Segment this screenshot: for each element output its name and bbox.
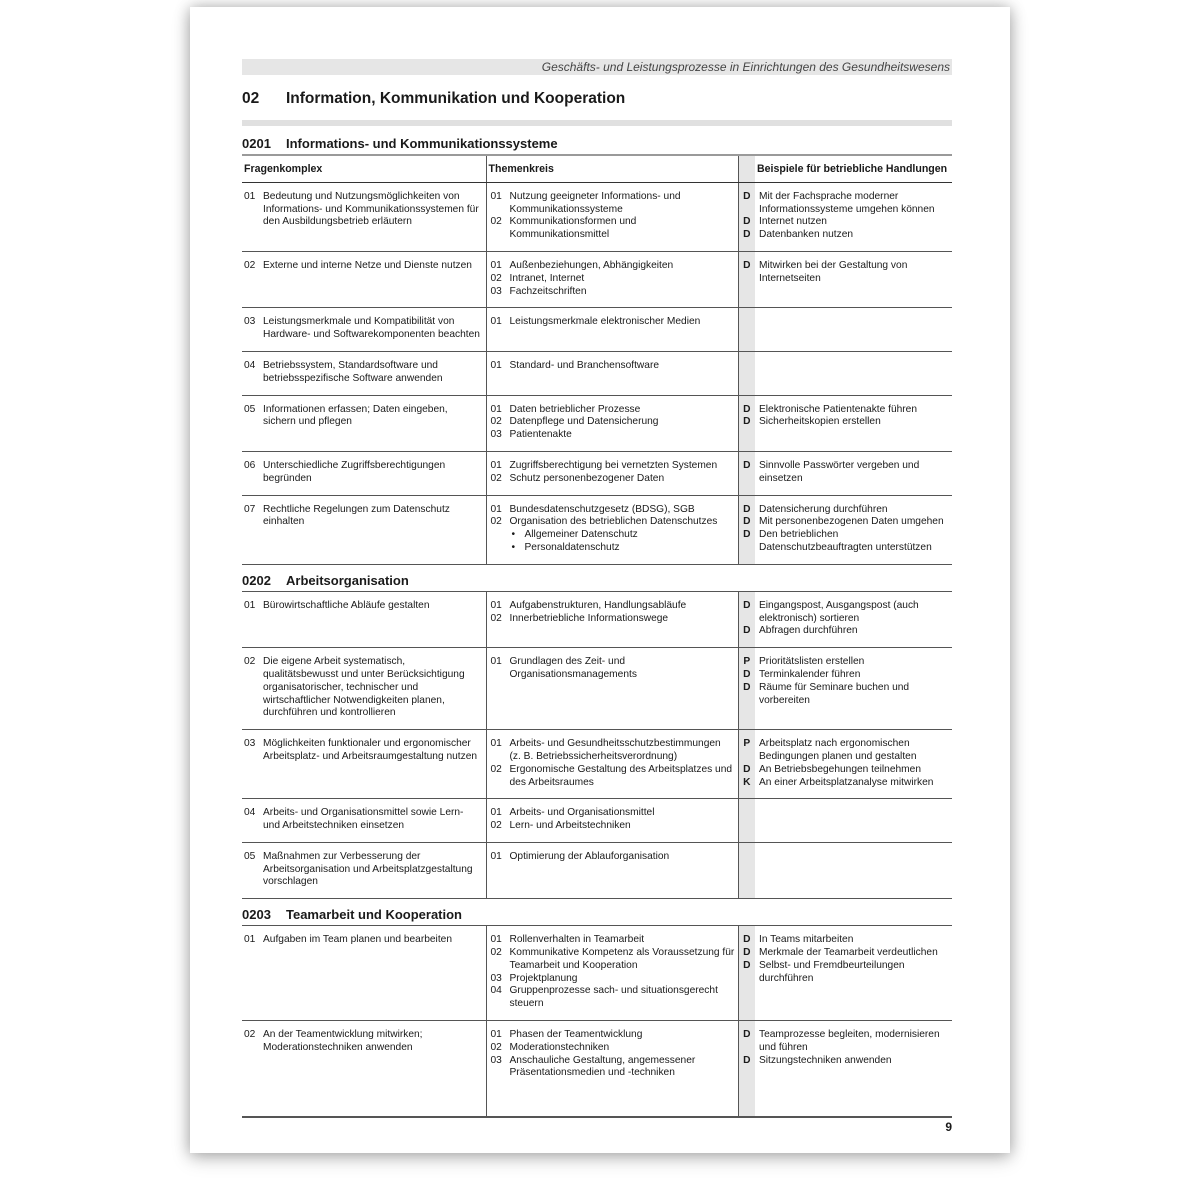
beispiel-item: Datenbanken nutzen [759, 229, 854, 241]
topic-text: Optimierung der Ablauforganisation [509, 850, 670, 862]
fragenkomplex-item [244, 260, 483, 273]
fragenkomplex-item [244, 600, 483, 613]
document-page [190, 7, 1010, 1153]
fragenkomplex-item [244, 460, 483, 486]
topic-text: Rollenverhalten in Teamarbeit [509, 934, 645, 946]
themenkreis-item [491, 360, 735, 373]
topic-text: Aufgabenstrukturen, Handlungsabläufe [509, 599, 687, 611]
fragenkomplex-item [244, 360, 483, 386]
beispiele-cell [755, 842, 952, 898]
beispiel-item: Elektronische Patientenakte führen [759, 403, 918, 415]
item-text: Maßnahmen zur Verbesserung der Arbeitsorganisation und Arbeitsplatzgestaltung vorschlagen [263, 850, 473, 888]
topic-text: Standard- und Branchensoftware [509, 359, 660, 371]
beispiele-cell [755, 730, 952, 799]
item-number: 03 [244, 316, 256, 328]
fragenkomplex-cell [242, 1021, 486, 1117]
beispiel-item: Datensicherung durchführen [759, 503, 888, 515]
topic-number: 02 [490, 820, 502, 832]
themenkreis-cell [486, 395, 738, 451]
fragenkomplex-item [244, 1029, 483, 1055]
fragenkomplex-item [244, 934, 483, 947]
beispiel-item: An einer Arbeitsplatzanalyse mitwirken [759, 776, 934, 788]
beispiel-item: Arbeitsplatz nach ergonomischen Bedingungen planen und gestalten [759, 738, 917, 762]
themenkreis-item [491, 1029, 735, 1042]
topic-number: 02 [490, 272, 502, 284]
bullet-text: Allgemeiner Datenschutz [524, 529, 638, 541]
item-number: 04 [244, 807, 256, 819]
section-heading [242, 134, 952, 154]
competence-code: D [743, 516, 751, 528]
fragenkomplex-cell [242, 495, 486, 564]
curriculum-table [242, 154, 952, 565]
themenkreis-item [491, 504, 735, 517]
topic-number: 03 [490, 285, 502, 297]
section-title: Teamarbeit und Kooperation [286, 907, 462, 923]
item-number: 02 [244, 1029, 256, 1041]
competence-code: D [743, 599, 751, 611]
section-heading [242, 571, 952, 591]
themenkreis-cell [486, 182, 738, 251]
page-number: 9 [945, 1120, 952, 1135]
topic-number: 03 [490, 1054, 502, 1066]
topic-text: Kommunikative Kompetenz als Voraussetzung für Teamarbeit und Kooperation [509, 947, 735, 971]
fragenkomplex-cell [242, 926, 486, 1021]
topic-number: 03 [490, 429, 502, 441]
themenkreis-cell [486, 730, 738, 799]
beispiel-item: Räume für Seminare buchen und vorbereiten [759, 681, 910, 706]
topic-text: Arbeits- und Organisationsmittel [509, 807, 655, 819]
topic-number: 01 [490, 459, 502, 471]
topic-text: Projektplanung [509, 972, 578, 984]
topic-number: 01 [490, 503, 502, 515]
topic-number: 01 [490, 316, 502, 328]
themenkreis-cell [486, 799, 738, 843]
chapter-number: 02 [242, 90, 260, 107]
topic-number: 01 [490, 1029, 502, 1041]
competence-code: D [743, 947, 751, 959]
column-header-beispiele: Beispiele für betriebliche Handlungen [755, 155, 952, 182]
item-number: 01 [244, 190, 256, 202]
beispiel-item: Mit der Fachsprache moderner Informationssysteme umgehen können [759, 190, 935, 215]
themenkreis-cell [486, 926, 738, 1021]
topic-number: 02 [490, 416, 502, 428]
topic-text: Arbeits- und Gesundheitsschutzbestimmungen (z. B. Betriebssicherheitsverordnung) [509, 738, 721, 762]
competence-code: D [743, 459, 751, 471]
beispiel-item: In Teams mitarbeiten [759, 934, 854, 946]
competence-code: D [743, 959, 751, 971]
topic-number: 02 [490, 472, 502, 484]
beispiele-cell [755, 182, 952, 251]
competence-code: D [743, 529, 751, 541]
themenkreis-item [491, 191, 735, 217]
item-number: 06 [244, 459, 256, 471]
code-cell [738, 308, 755, 352]
topic-text: Organisation des betrieblichen Datenschutzes [509, 516, 718, 528]
themenkreis-item [491, 820, 735, 833]
running-header: Geschäfts- und Leistungsprozesse in Einrichtungen des Gesundheitswesens [242, 59, 952, 75]
item-number: 05 [244, 850, 256, 862]
code-cell [738, 730, 755, 799]
fragenkomplex-cell [242, 648, 486, 730]
beispiel-item: Teamprozesse begleiten, modernisieren und führen [759, 1029, 940, 1053]
topic-text: Phasen der Teamentwicklung [509, 1029, 643, 1041]
themenkreis-item [491, 985, 735, 1011]
topic-text: Patientenakte [509, 429, 572, 441]
item-number: 03 [244, 738, 256, 750]
beispiel-item: An Betriebsbegehungen teilnehmen [759, 763, 921, 775]
themenkreis-item [491, 600, 735, 613]
topic-text: Datenpflege und Datensicherung [509, 416, 659, 428]
item-text: An der Teamentwicklung mitwirken; Moderationstechniken anwenden [263, 1029, 423, 1053]
code-cell [738, 351, 755, 395]
themenkreis-item [491, 656, 735, 682]
beispiel-item: Terminkalender führen [759, 668, 861, 680]
topic-text: Leistungsmerkmale elektronischer Medien [509, 316, 701, 328]
themenkreis-item [491, 260, 735, 273]
page-content [242, 59, 952, 1136]
competence-code: D [743, 190, 751, 202]
competence-code: D [743, 216, 751, 228]
beispiel-item: Eingangspost, Ausgangspost (auch elektronisch) sortieren [759, 599, 919, 624]
topic-text: Intranet, Internet [509, 272, 585, 284]
beispiele-cell [755, 926, 952, 1021]
competence-code: P [743, 738, 751, 750]
code-cell [738, 395, 755, 451]
themenkreis-cell [486, 591, 738, 647]
fragenkomplex-cell [242, 308, 486, 352]
column-header-code [738, 155, 755, 182]
fragenkomplex-cell [242, 842, 486, 898]
themenkreis-item [491, 286, 735, 299]
beispiele-cell [755, 451, 952, 495]
fragenkomplex-cell [242, 730, 486, 799]
topic-number: 01 [490, 850, 502, 862]
table-row [242, 926, 952, 1021]
beispiele-cell [755, 395, 952, 451]
topic-text: Lern- und Arbeitstechniken [509, 820, 631, 832]
themenkreis-cell [486, 251, 738, 307]
topic-number: 02 [490, 947, 502, 959]
beispiel-item: Mitwirken bei der Gestaltung von Internetseiten [759, 259, 908, 284]
table-row [242, 395, 952, 451]
topic-text: Nutzung geeigneter Informations- und Kommunikationssysteme [509, 190, 681, 215]
beispiel-item: Sinnvolle Passwörter vergeben und einsetzen [759, 459, 920, 484]
fragenkomplex-item [244, 191, 483, 229]
item-text: Die eigene Arbeit systematisch, qualitätsbewusst und unter Berücksichtigung organisatorischer, technischer und wirtschaftlicher Notwendigkeiten planen, durchführen und kontrollieren [263, 656, 465, 719]
themenkreis-item [491, 1055, 735, 1081]
topic-text: Anschauliche Gestaltung, angemessener Präsentationsmedien und -techniken [509, 1054, 696, 1079]
item-text: Betriebssystem, Standardsoftware und betriebsspezifische Software anwenden [263, 359, 443, 384]
table-row [242, 730, 952, 799]
topic-number: 02 [490, 763, 502, 775]
themenkreis-cell [486, 495, 738, 564]
beispiel-item: Merkmale der Teamarbeit verdeutlichen [759, 947, 938, 959]
table-row [242, 182, 952, 251]
item-number: 01 [244, 599, 256, 611]
competence-code: D [743, 229, 751, 241]
topic-number: 02 [490, 1041, 502, 1053]
beispiel-item: Internet nutzen [759, 216, 827, 228]
table-row [242, 842, 952, 898]
themenkreis-item [491, 934, 735, 947]
competence-code: D [743, 1029, 751, 1041]
item-text: Rechtliche Regelungen zum Datenschutz einhalten [263, 503, 450, 528]
section-number: 0201 [242, 136, 271, 151]
fragenkomplex-item [244, 316, 483, 342]
topic-number: 03 [490, 972, 502, 984]
competence-code: P [743, 656, 751, 668]
themenkreis-item [491, 807, 735, 820]
competence-code: K [743, 776, 751, 788]
competence-code: D [743, 625, 751, 637]
code-cell [738, 251, 755, 307]
bullet-icon: • [511, 541, 516, 553]
fragenkomplex-item [244, 807, 483, 833]
themenkreis-item [491, 429, 735, 442]
chapter-heading [242, 88, 952, 110]
section-title: Informations- und Kommunikationssysteme [286, 136, 558, 151]
item-number: 02 [244, 259, 256, 271]
competence-code: D [743, 503, 751, 515]
themenkreis-item [491, 851, 735, 864]
themenkreis-item [491, 473, 735, 486]
section-heading [242, 905, 952, 925]
beispiele-cell [755, 648, 952, 730]
topic-number: 01 [490, 656, 502, 668]
fragenkomplex-item [244, 504, 483, 530]
fragenkomplex-cell [242, 395, 486, 451]
code-cell [738, 182, 755, 251]
topic-number: 01 [490, 738, 502, 750]
beispiele-cell [755, 351, 952, 395]
code-cell [738, 451, 755, 495]
beispiel-item: Sicherheitskopien erstellen [759, 416, 881, 428]
topic-number: 01 [490, 599, 502, 611]
fragenkomplex-cell [242, 182, 486, 251]
item-text: Möglichkeiten funktionaler und ergonomischer Arbeitsplatz- und Arbeitsraumgestaltung nutzen [263, 738, 478, 762]
beispiel-item: Sitzungstechniken anwenden [759, 1054, 892, 1066]
themenkreis-item [491, 738, 735, 764]
code-cell [738, 648, 755, 730]
footer-rule [242, 1117, 952, 1136]
topic-number: 01 [490, 190, 502, 202]
themenkreis-item [491, 1042, 735, 1055]
column-header-fragenkomplex: Fragenkomplex [242, 155, 486, 182]
item-number: 07 [244, 503, 256, 515]
chapter-title: Information, Kommunikation und Kooperation [286, 90, 626, 107]
bullet-text: Personaldatenschutz [524, 541, 620, 553]
section-number: 0202 [242, 572, 271, 588]
fragenkomplex-cell [242, 591, 486, 647]
curriculum-table [242, 591, 952, 900]
competence-code: D [743, 681, 751, 693]
topic-number: 01 [490, 403, 502, 415]
table-row [242, 251, 952, 307]
code-cell [738, 926, 755, 1021]
competence-code: D [743, 416, 751, 428]
topic-number: 01 [490, 934, 502, 946]
topic-text: Ergonomische Gestaltung des Arbeitsplatzes und des Arbeitsraumes [509, 763, 733, 788]
table-row [242, 648, 952, 730]
topic-text: Innerbetriebliche Informationswege [509, 612, 669, 624]
topic-text: Gruppenprozesse sach- und situationsgerecht steuern [509, 985, 718, 1010]
topic-text: Daten betrieblicher Prozesse [509, 403, 641, 415]
beispiel-item: Abfragen durchführen [759, 625, 858, 637]
topic-text: Kommunikationsformen und Kommunikationsmittel [509, 216, 637, 241]
item-text: Unterschiedliche Zugriffsberechtigungen begründen [263, 459, 446, 484]
table-row [242, 591, 952, 647]
table-row [242, 308, 952, 352]
beispiel-item: Mit personenbezogenen Daten umgehen [759, 516, 944, 528]
topic-number: 02 [490, 516, 502, 528]
topic-text: Schutz personenbezogener Daten [509, 472, 665, 484]
themenkreis-item [491, 973, 735, 986]
code-cell [738, 495, 755, 564]
table-row [242, 799, 952, 843]
competence-code: D [743, 763, 751, 775]
table-row [242, 451, 952, 495]
themenkreis-cell [486, 308, 738, 352]
topic-number: 01 [490, 359, 502, 371]
topic-number: 01 [490, 807, 502, 819]
competence-code: D [743, 403, 751, 415]
code-cell [738, 799, 755, 843]
table-row [242, 1021, 952, 1117]
bullet-item [491, 529, 735, 542]
themenkreis-cell [486, 451, 738, 495]
topic-number: 02 [490, 612, 502, 624]
beispiele-cell [755, 1021, 952, 1117]
themenkreis-item [491, 460, 735, 473]
item-text: Bedeutung und Nutzungsmöglichkeiten von Informations- und Kommunikationssystemen für den Ausbildungsbetrieb erläutern [263, 190, 479, 228]
themenkreis-item [491, 516, 735, 529]
table-header-row [242, 155, 952, 182]
themenkreis-item [491, 947, 735, 973]
topic-text: Zugriffsberechtigung bei vernetzten Systemen [509, 459, 718, 471]
fragenkomplex-item [244, 738, 483, 764]
fragenkomplex-item [244, 851, 483, 889]
themenkreis-item [491, 404, 735, 417]
beispiele-cell [755, 495, 952, 564]
beispiel-item: Prioritätslisten erstellen [759, 656, 865, 668]
topic-number: 02 [490, 216, 502, 228]
item-text: Informationen erfassen; Daten eingeben, sichern und pflegen [263, 403, 448, 428]
themenkreis-item [491, 216, 735, 242]
item-number: 01 [244, 934, 256, 946]
themenkreis-cell [486, 648, 738, 730]
competence-code: D [743, 668, 751, 680]
beispiele-cell [755, 251, 952, 307]
competence-code: D [743, 1054, 751, 1066]
fragenkomplex-cell [242, 251, 486, 307]
beispiel-item: Selbst- und Fremdbeurteilungen durchführen [759, 959, 905, 984]
section-number: 0203 [242, 907, 271, 923]
topic-text: Fachzeitschriften [509, 285, 587, 297]
table-row [242, 351, 952, 395]
item-number: 04 [244, 359, 256, 371]
themenkreis-item [491, 273, 735, 286]
topic-text: Moderationstechniken [509, 1041, 610, 1053]
themenkreis-item [491, 416, 735, 429]
item-number: 02 [244, 656, 256, 668]
topic-text: Außenbeziehungen, Abhängigkeiten [509, 259, 674, 271]
fragenkomplex-cell [242, 799, 486, 843]
beispiele-cell [755, 308, 952, 352]
code-cell [738, 842, 755, 898]
bullet-item [491, 542, 735, 555]
code-cell [738, 591, 755, 647]
beispiele-cell [755, 799, 952, 843]
topic-text: Bundesdatenschutzgesetz (BDSG), SGB [509, 503, 695, 515]
themenkreis-item [491, 764, 735, 790]
code-cell [738, 1021, 755, 1117]
themenkreis-cell [486, 842, 738, 898]
item-text: Externe und interne Netze und Dienste nutzen [263, 259, 472, 271]
competence-code: D [743, 259, 751, 271]
topic-text: Grundlagen des Zeit- und Organisationsmanagements [509, 656, 637, 680]
themenkreis-item [491, 613, 735, 626]
column-header-themenkreis: Themenkreis [486, 155, 738, 182]
section-title: Arbeitsorganisation [286, 572, 409, 588]
item-text: Leistungsmerkmale und Kompatibilität von Hardware- und Softwarekomponenten beachten [263, 316, 480, 341]
competence-code: D [743, 934, 751, 946]
chapter-divider [242, 120, 952, 126]
themenkreis-cell [486, 351, 738, 395]
item-text: Bürowirtschaftliche Abläufe gestalten [263, 599, 430, 611]
beispiele-cell [755, 591, 952, 647]
fragenkomplex-item [244, 656, 483, 720]
beispiel-item: Den betrieblichen Datenschutzbeauftragten unterstützen [759, 529, 932, 553]
themenkreis-cell [486, 1021, 738, 1117]
fragenkomplex-cell [242, 351, 486, 395]
item-number: 05 [244, 403, 256, 415]
bullet-icon: • [511, 529, 516, 541]
item-text: Aufgaben im Team planen und bearbeiten [263, 934, 452, 946]
topic-number: 01 [490, 259, 502, 271]
topic-number: 04 [490, 985, 502, 997]
sections-container [242, 134, 952, 1136]
table-row [242, 495, 952, 564]
item-text: Arbeits- und Organisationsmittel sowie Lern- und Arbeitstechniken einsetzen [263, 807, 464, 832]
fragenkomplex-item [244, 404, 483, 430]
fragenkomplex-cell [242, 451, 486, 495]
curriculum-table [242, 925, 952, 1117]
themenkreis-item [491, 316, 735, 329]
